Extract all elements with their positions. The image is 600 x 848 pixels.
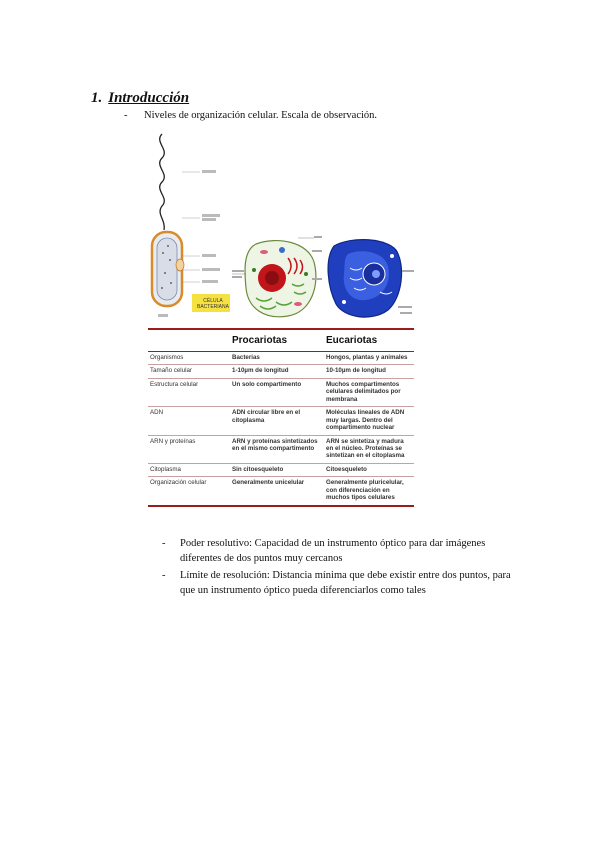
- table-header-row: [148, 329, 414, 352]
- bullet-dash: -: [162, 570, 166, 581]
- plant-cell-illustration: [324, 234, 416, 326]
- table-cell: 10-10µm de longitud: [326, 367, 386, 375]
- bacteria-label-line2: BACTERIANA: [197, 304, 229, 310]
- bacterium-illustration: [152, 134, 234, 317]
- table-cell: ARN y proteínas: [150, 437, 196, 445]
- table-cell: ARN se sintetiza y madura en el núcleo. Proteínas se sintetizan en el citoplasma: [326, 437, 405, 460]
- table-row: [148, 407, 414, 435]
- table-row: [148, 352, 414, 365]
- definition-text: Límite de resolución: Distancia mínima que debe existir entre dos puntos, para que un instrumento óptico pueda diferenciarlos como tales: [180, 570, 511, 596]
- table-header-cell: Procariotas: [232, 334, 288, 346]
- table-cell: Hongos, plantas y animales: [326, 354, 408, 361]
- section-heading: [91, 90, 189, 107]
- table-cell: Tamaño celular: [150, 367, 192, 375]
- table-row: [148, 477, 414, 506]
- bullet-dash: -: [162, 538, 166, 549]
- table-cell: Citoplasma: [150, 465, 181, 473]
- bullet-dash: -: [124, 110, 128, 121]
- cell-illustrations: [148, 128, 418, 328]
- section-title: Introducción: [108, 90, 190, 106]
- table-cell: ARN y proteínas sintetizados en el mismo compartimento: [232, 437, 318, 452]
- table-cell: Organización celular: [150, 479, 207, 487]
- table-cell: Generalmente unicelular: [232, 479, 305, 487]
- table-row: [148, 463, 414, 476]
- subheading-text: Niveles de organización celular. Escala de observación.: [144, 110, 378, 121]
- table-cell: Estructura celular: [150, 380, 199, 388]
- bacteria-label-line1: CÉLULA: [203, 298, 223, 304]
- table-cell: Sin citoesqueleto: [232, 465, 284, 473]
- table-cell: Muchos compartimentos celulares delimitados por membrana: [326, 380, 401, 403]
- table-row: [148, 365, 414, 378]
- subheading-item: [124, 110, 377, 121]
- table-cell: ADN circular libre en el citoplasma: [232, 409, 301, 424]
- table-cell: Bacterias: [232, 354, 260, 361]
- table-cell: Un solo compartimento: [232, 380, 302, 388]
- cell-figure: [148, 128, 418, 328]
- table-cell: ADN: [150, 409, 164, 417]
- table-cell: Moléculas lineales de ADN muy largas. Dentro del compartimento nuclear: [326, 409, 405, 432]
- table-header-cell: [148, 329, 230, 352]
- section-number: 1.: [91, 90, 103, 106]
- table-header-cell: Eucariotas: [326, 334, 378, 346]
- animal-cell-illustration: [230, 234, 322, 326]
- table-row: [148, 378, 414, 406]
- table-cell: Generalmente pluricelular, con diferenciación en muchos tipos celulares: [326, 479, 404, 502]
- table-cell: Organismos: [150, 354, 184, 361]
- table-row: [148, 435, 414, 463]
- definition-text: Poder resolutivo: Capacidad de un instrumento óptico para dar imágenes diferentes de dos puntos muy cercanos: [180, 538, 486, 564]
- definition-list: [162, 536, 522, 600]
- list-item: [162, 568, 522, 598]
- table-cell: Citoesqueleto: [326, 465, 367, 473]
- list-item: [162, 536, 522, 566]
- table-cell: 1-10µm de longitud: [232, 367, 289, 375]
- comparison-table: [148, 328, 414, 507]
